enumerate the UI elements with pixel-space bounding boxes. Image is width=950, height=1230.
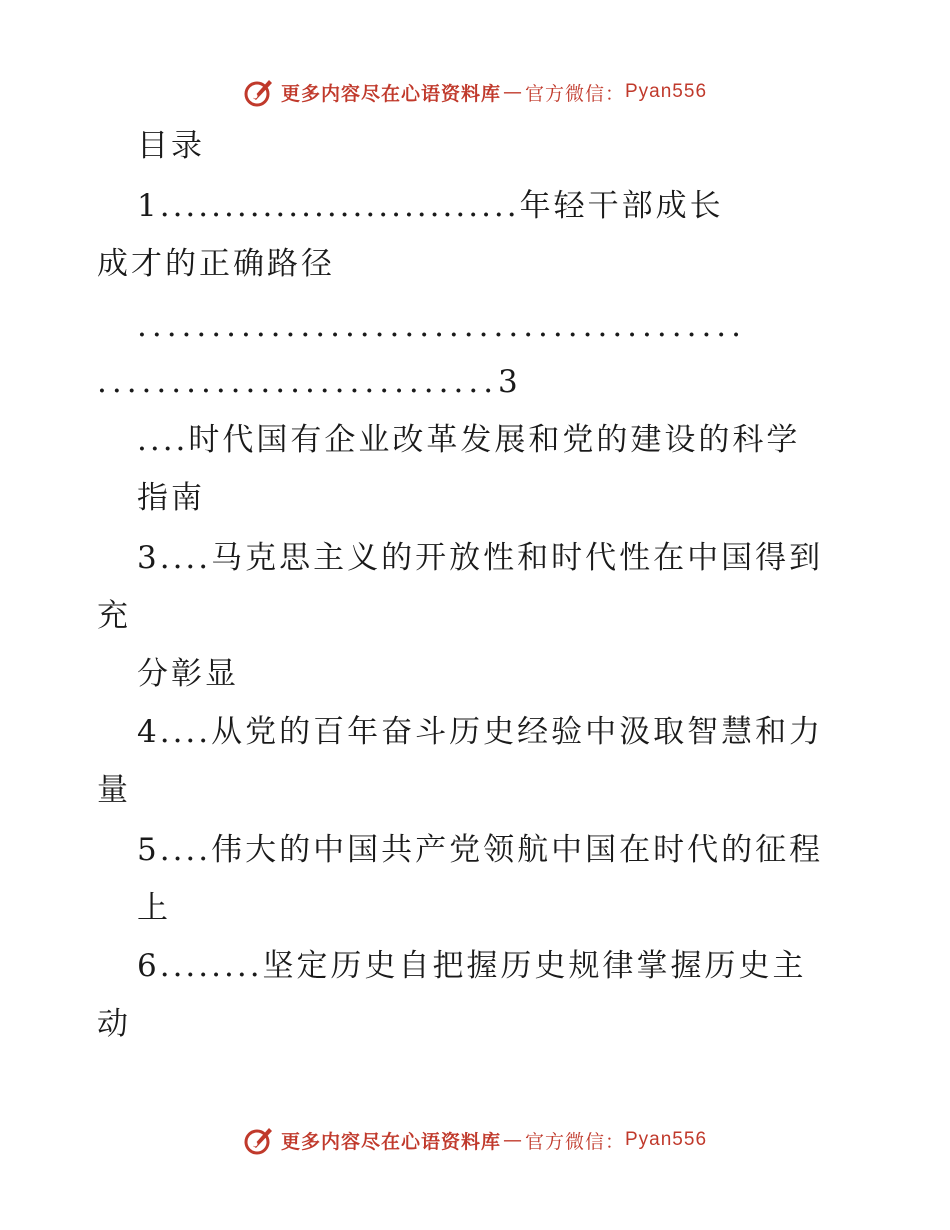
toc-line-3: ......................................... bbox=[137, 308, 747, 344]
quill-logo-icon bbox=[243, 76, 275, 108]
toc-line-4: ...........................3 bbox=[97, 364, 523, 400]
toc-line-6: 指南 bbox=[137, 480, 205, 516]
banner-wechat-label: 官方微信： bbox=[524, 1130, 625, 1153]
banner-wechat-id: Pyan556 bbox=[625, 81, 708, 102]
banner-dash: — bbox=[502, 1129, 523, 1151]
banner-text: 更多内容尽在心语资料库 bbox=[280, 82, 501, 105]
banner-wechat-label: 官方微信： bbox=[524, 82, 625, 105]
banner-text: 更多内容尽在心语资料库 bbox=[280, 1130, 501, 1153]
toc-line-12: 5....伟大的中国共产党领航中国在时代的征程 bbox=[137, 832, 824, 868]
header-banner bbox=[0, 72, 950, 112]
toc-title: 目录 bbox=[137, 128, 205, 164]
banner-wechat-id: Pyan556 bbox=[625, 1129, 708, 1150]
quill-logo-icon bbox=[243, 1124, 275, 1156]
toc-line-8: 充 bbox=[97, 598, 131, 634]
toc-line-5: ....时代国有企业改革发展和党的建设的科学 bbox=[137, 422, 801, 458]
footer-banner bbox=[0, 1120, 950, 1160]
toc-line-10: 4....从党的百年奋斗历史经验中汲取智慧和力 bbox=[137, 714, 824, 750]
toc-line-14: 6........坚定历史自把握历史规律掌握历史主 bbox=[137, 948, 807, 984]
toc-line-11: 量 bbox=[97, 772, 131, 808]
toc-line-2: 成才的正确路径 bbox=[97, 246, 335, 282]
toc-line-7: 3....马克思主义的开放性和时代性在中国得到 bbox=[137, 540, 824, 576]
toc-line-15: 动 bbox=[97, 1006, 131, 1042]
toc-line-13: 上 bbox=[137, 890, 171, 926]
toc-line-1: 1............................年轻干部成长 bbox=[137, 188, 724, 224]
toc-line-9: 分彰显 bbox=[137, 656, 239, 692]
banner-dash: — bbox=[502, 81, 523, 103]
